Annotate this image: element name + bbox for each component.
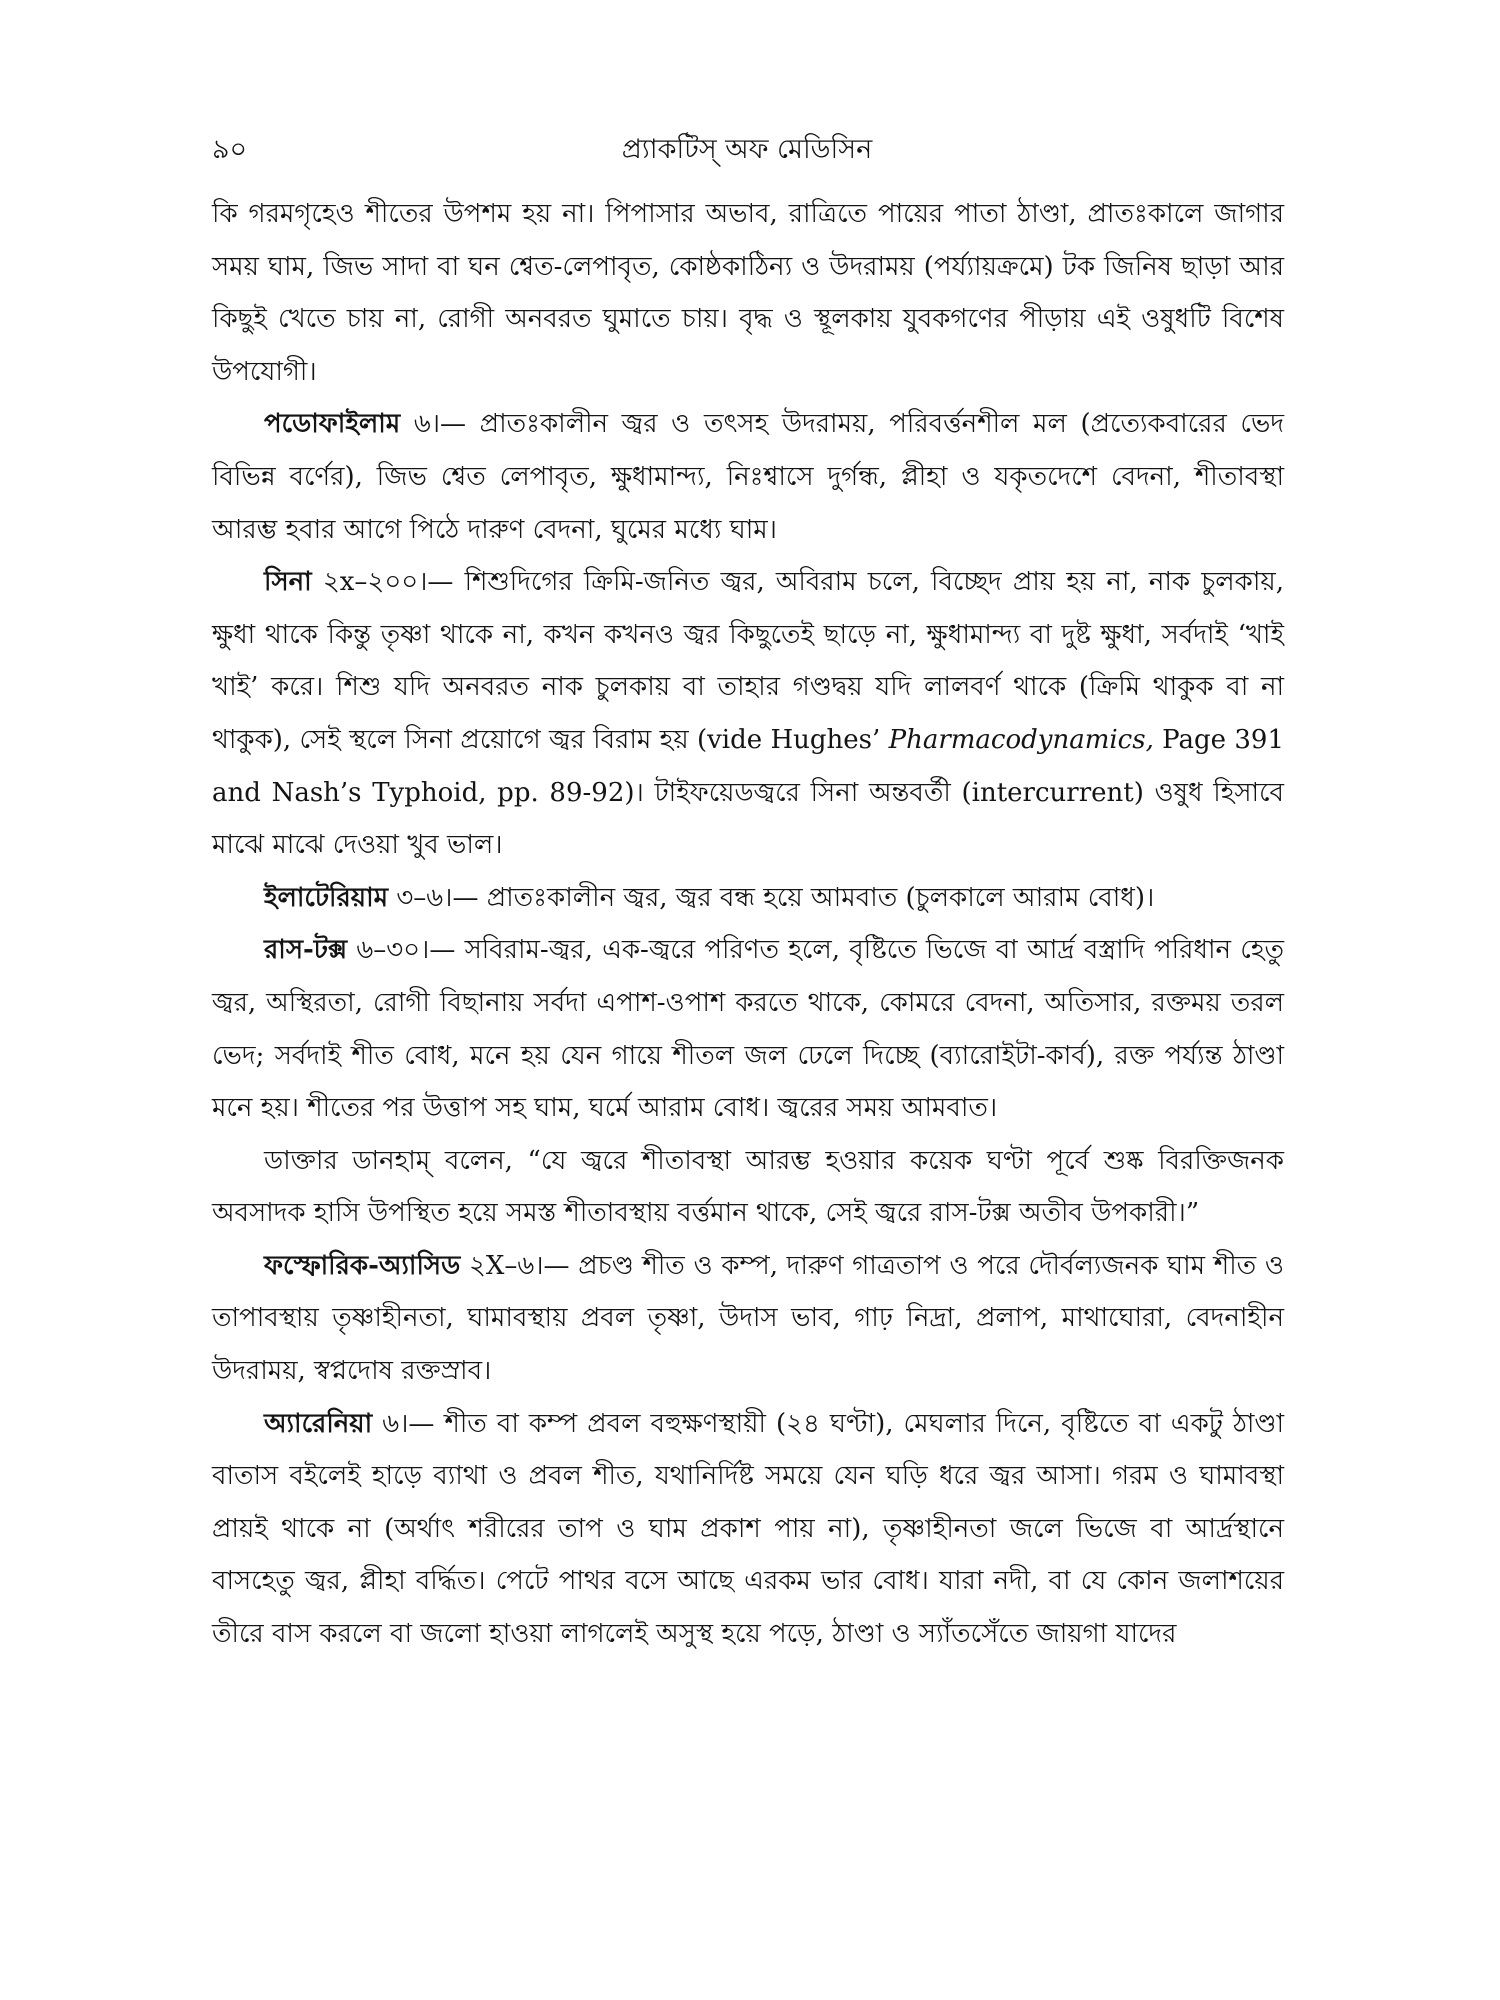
remedy-text: ২x–২০০।— শিশুদিগের ক্রিমি-জনিত জ্বর, অবিরাম চলে, বিচ্ছেদ প্রায় হয় না, নাক চুলকায়, ক্ষুধা থাকে কিন্তু তৃষ্ণা থাকে না, কখন কখনও জ্বর কিছুতেই ছাড়ে না, ক্ষুধামান্দ্য বা দুষ্ট ক্ষুধা, সর্বদাই ‘খাই খাই’ করে। শিশু যদি অনবরত নাক চুলকায় বা তাহার গণ্ডদ্বয় যদি লালবর্ণ থাকে (ক্রিমি থাকুক বা না থাকুক), সেই স্থলে সিনা প্রয়োগে জ্বর বিরাম হয় (vide Hughes’ (212, 567, 1284, 755)
remedy-text: ২X–৬।— প্রচণ্ড শীত ও কম্প, দারুণ গাত্রতাপ ও পরে দৌর্বল্যজনক ঘাম শীত ও তাপাবস্থায় তৃষ্ণাহীনতা, ঘামাবস্থায় প্রবল তৃষ্ণা, উদাস ভাব, গাঢ় নিদ্রা, প্রলাপ, মাথাঘোরা, বেদনাহীন উদরাময়, স্বপ্নদোষ রক্তস্রাব। (212, 1250, 1284, 1387)
quotation-paragraph (212, 1135, 1284, 1240)
remedy-entry-phosphoric-acid (212, 1240, 1284, 1398)
remedy-entry-elaterium (212, 872, 1284, 925)
remedy-entry-podophyllum (212, 398, 1284, 556)
remedy-text: ৬–৩০।— সবিরাম-জ্বর, এক-জ্বরে পরিণত হলে, বৃষ্টিতে ভিজে বা আর্দ্র বস্ত্রাদি পরিধান হেতু জ্বর, অস্থিরতা, রোগী বিছানায় সর্বদা এপাশ-ওপাশ করতে থাকে, কোমরে বেদনা, অতিসার, রক্তময় তরল ভেদ; সর্বদাই শীত বোধ, মনে হয় যেন গায়ে শীতল জল ঢেলে দিচ্ছে (ব্যারোইটা-কার্ব), রক্ত পর্য্যন্ত ঠাণ্ডা মনে হয়। শীতের পর উত্তাপ সহ ঘাম, ঘর্মে আরাম বোধ। জ্বরের সময় আমবাত। (212, 935, 1284, 1124)
remedy-text: ৬।— প্রাতঃকালীন জ্বর ও তৎসহ উদরাময়, পরিবর্ত্তনশীল মল (প্রত্যেকবারের ভেদ বিভিন্ন বর্ণের), জিভ শ্বেত লেপাবৃত, ক্ষুধামান্দ্য, নিঃশ্বাসে দুর্গন্ধ, প্লীহা ও যকৃতদেশে বেদনা, শীতাবস্থা আরম্ভ হবার আগে পিঠে দারুণ বেদনা, ঘুমের মধ্যে ঘাম। (212, 409, 1284, 545)
remedy-text-continued: Page 391 and Nash’s Typhoid, pp. 89-92)। টাইফয়েডজ্বরে সিনা অন্তবর্তী (intercurrent) ওষুধ হিসাবে মাঝে মাঝে দেওয়া খুব ভাল। (212, 724, 1284, 861)
page-number: ৯০ (212, 134, 248, 165)
remedy-text: ৬।— শীত বা কম্প প্রবল বহুক্ষণস্থায়ী (২৪ ঘণ্টা), মেঘলার দিনে, বৃষ্টিতে বা একটু ঠাণ্ডা বাতাস বইলেই হাড়ে ব্যাথা ও প্রবল শীত, যথানির্দিষ্ট সময়ে যেন ঘড়ি ধরে জ্বর আসা। গরম ও ঘামাবস্থা প্রায়ই থাকে না (অর্থাৎ শরীরের তাপ ও ঘাম প্রকাশ পায় না), তৃষ্ণাহীনতা জলে ভিজে বা আর্দ্রস্থানে বাসহেতু জ্বর, প্লীহা বৰ্দ্ধিত। পেটে পাথর বসে আছে এরকম ভার বোধ। যারা নদী, বা যে কোন জলাশয়ের তীরে বাস করলে বা জলো হাওয়া লাগলেই অসুস্থ হয়ে পড়ে, ঠাণ্ডা ও স্যাঁতসেঁতে জায়গা যাদের (212, 1408, 1284, 1650)
remedy-heading: সিনা (264, 567, 312, 598)
remedy-heading: ফস্ফোরিক-অ্যাসিড (264, 1250, 461, 1281)
remedy-text: ৩–৬।— প্রাতঃকালীন জ্বর, জ্বর বন্ধ হয়ে আমবাত (চুলকালে আরাম বোধ)। (388, 882, 1155, 913)
body-text (212, 188, 1284, 1661)
paragraph-text: কি গরমগৃহেও শীতের উপশম হয় না। পিপাসার অভাব, রাত্রিতে পায়ের পাতা ঠাণ্ডা, প্রাতঃকালে জাগার সময় ঘাম, জিভ সাদা বা ঘন শ্বেত-লেপাবৃত, কোষ্ঠকাঠিন্য ও উদরাময় (পর্য্যায়ক্রমে) টক জিনিষ ছাড়া আর কিছুই খেতে চায় না, রোগী অনবরত ঘুমাতে চায়। বৃদ্ধ ও স্থূলকায় যুবকগণের পীড়ায় এই ওষুধটি বিশেষ উপযোগী। (212, 199, 1284, 387)
remedy-entry-rhus-tox (212, 924, 1284, 1134)
remedy-entry-cina (212, 556, 1284, 872)
remedy-heading: রাস-টক্স (264, 935, 348, 966)
remedy-heading: ইলাটেরিয়াম (264, 882, 389, 913)
running-title: প্র্যাকটিস্ অফ মেডিসিন (621, 134, 873, 165)
paragraph-text: ডাক্তার ডানহাম্ বলেন, “যে জ্বরে শীতাবস্থা আরম্ভ হওয়ার কয়েক ঘণ্টা পূর্বে শুষ্ক বিরক্তিজনক অবসাদক হাসি উপস্থিত হয়ে সমস্ত শীতাবস্থায় বর্ত্তমান থাকে, সেই জ্বরে রাস-টক্স অতীব উপকারী।” (212, 1145, 1284, 1229)
page-header (212, 125, 1282, 175)
remedy-heading: পডোফাইলাম (264, 409, 401, 440)
book-title-italic: Pharmacodynamics, (888, 724, 1154, 755)
remedy-heading: অ্যারেনিয়া (264, 1408, 373, 1439)
remedy-entry-aranea (212, 1398, 1284, 1661)
paragraph-continuation (212, 188, 1284, 398)
